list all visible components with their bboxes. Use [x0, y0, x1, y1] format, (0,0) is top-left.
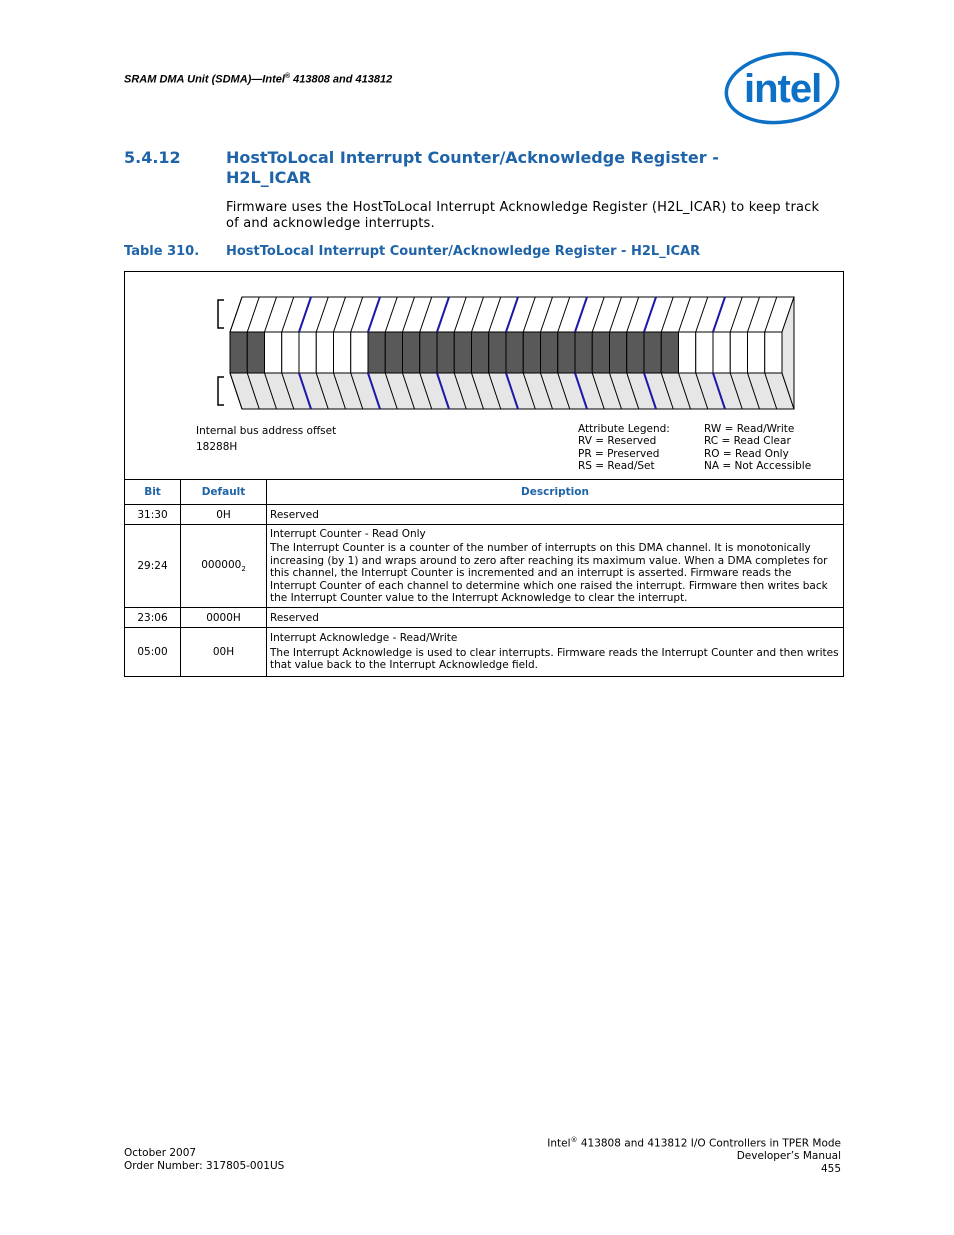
legend-item: NA = Not Accessible [704, 459, 812, 472]
address-offset-value: 18288H [196, 441, 238, 453]
bit-cell-7 [644, 332, 661, 373]
legend-item: RO = Read Only [704, 447, 789, 460]
cell-default: 0000H [181, 608, 267, 628]
bit-cell-11 [575, 332, 592, 373]
bit-cell-3 [713, 332, 730, 373]
footer-left [124, 1147, 284, 1172]
bit-cell-4 [696, 332, 713, 373]
default-radix: 2 [241, 565, 246, 574]
legend-item: RC = Read Clear [704, 435, 791, 448]
bracket-bottom [218, 377, 224, 405]
cell-description [267, 525, 844, 608]
bit-cell-10 [592, 332, 609, 373]
footer-page-number: 455 [820, 1162, 841, 1175]
desc-title: Reserved [270, 508, 319, 521]
cell-default [181, 525, 267, 608]
address-offset-label: Internal bus address offset [196, 425, 337, 437]
section-number: 5.4.12 [124, 148, 181, 167]
attribute-legend-right [704, 423, 811, 472]
bracket-top [218, 300, 224, 328]
desc-title: Interrupt Acknowledge - Read/Write [270, 632, 458, 645]
intel-logo [724, 50, 842, 128]
bit-cell-17 [472, 332, 489, 373]
table-row [125, 525, 844, 608]
cell-bit: 23:06 [125, 608, 181, 628]
header-bit: Bit [125, 480, 181, 505]
bit-cell-29 [265, 332, 282, 373]
bit-cell-5 [679, 332, 696, 373]
bit-cell-20 [420, 332, 437, 373]
cell-bit: 05:00 [125, 628, 181, 677]
bit-cell-28 [282, 332, 299, 373]
bit-cell-24 [351, 332, 368, 373]
table-header-row [125, 480, 844, 505]
cell-description [267, 628, 844, 677]
cell-description [267, 505, 844, 525]
footer-date: October 2007 [124, 1147, 197, 1159]
bit-cell-9 [610, 332, 627, 373]
bit-cell-22 [385, 332, 402, 373]
bit-cell-31 [230, 332, 247, 373]
default-value: 000000 [201, 558, 242, 571]
bit-cell-30 [247, 332, 264, 373]
table-row [125, 628, 844, 677]
bit-cell-14 [523, 332, 540, 373]
table-caption-title: HostToLocal Interrupt Counter/Acknowledge Register - H2L_ICAR [226, 244, 701, 259]
cell-bit: 29:24 [125, 525, 181, 608]
table-row [125, 505, 844, 525]
section-intro: Firmware uses the HostToLocal Interrupt Acknowledge Register (H2L_ICAR) to keep track of and acknowledge interrupts. [226, 200, 820, 231]
table-caption-number: Table 310. [124, 244, 200, 259]
footer-product: Intel® 413808 and 413812 I/O Controllers in TPER Mode [547, 1136, 841, 1150]
bit-cell-26 [316, 332, 333, 373]
section-title: HostToLocal Interrupt Counter/Acknowledge Register - H2L_ICAR [226, 148, 719, 187]
bit-cell-18 [454, 332, 471, 373]
desc-title: Interrupt Counter - Read Only [270, 527, 426, 540]
bit-cell-13 [541, 332, 558, 373]
running-header: SRAM DMA Unit (SDMA)—Intel® 413808 and 413812 [124, 73, 393, 86]
legend-item: RS = Read/Set [578, 459, 655, 472]
register-fields-table [124, 479, 844, 677]
address-offset [196, 423, 336, 455]
desc-body: The Interrupt Acknowledge is used to clear interrupts. Firmware reads the Interrupt Counter and then writes that value back to the Interrupt Acknowledge field. [270, 646, 839, 672]
table-row [125, 608, 844, 628]
desc-title: Reserved [270, 611, 319, 624]
cell-default: 0H [181, 505, 267, 525]
bit-cell-23 [368, 332, 385, 373]
bit-cell-21 [403, 332, 420, 373]
legend-item: RV = Reserved [578, 435, 657, 448]
cell-description [267, 608, 844, 628]
register-bit-diagram [210, 295, 810, 415]
legend-item: PR = Preserved [578, 447, 660, 460]
bit-cell-8 [627, 332, 644, 373]
bit-cell-16 [489, 332, 506, 373]
bit-cell-15 [506, 332, 523, 373]
bit-cell-1 [748, 332, 765, 373]
footer-right [547, 1134, 841, 1175]
attribute-legend-left [578, 423, 670, 472]
desc-body: The Interrupt Counter is a counter of the number of interrupts on this DMA channel. It is monotonically increasing (by 1) and wraps around to zero after reaching its maximum value. When a DMA completes for this channel, the Interrupt Counter is incremented and an interrupt is asserted. Firmware reads the Interrupt Counter of each channel to determine which one raised the interrupt. Firmware then writes back the Interrupt Counter value to the Interrupt Acknowledge to clear the interrupt. [270, 542, 828, 604]
cell-bit: 31:30 [125, 505, 181, 525]
legend-title: Attribute Legend: [578, 423, 670, 435]
bit-cell-25 [334, 332, 351, 373]
header-default: Default [181, 480, 267, 505]
bit-cell-6 [661, 332, 678, 373]
legend-item: RW = Read/Write [704, 423, 795, 435]
bit-cell-19 [437, 332, 454, 373]
footer-order-number: Order Number: 317805-001US [124, 1159, 285, 1172]
logo-text: intel [744, 67, 822, 111]
bit-cell-2 [730, 332, 747, 373]
bit-cell-12 [558, 332, 575, 373]
footer-manual: Developer’s Manual [736, 1150, 841, 1162]
header-description: Description [267, 480, 844, 505]
bit-cell-27 [299, 332, 316, 373]
cell-default: 00H [181, 628, 267, 677]
bit-cell-0 [765, 332, 782, 373]
